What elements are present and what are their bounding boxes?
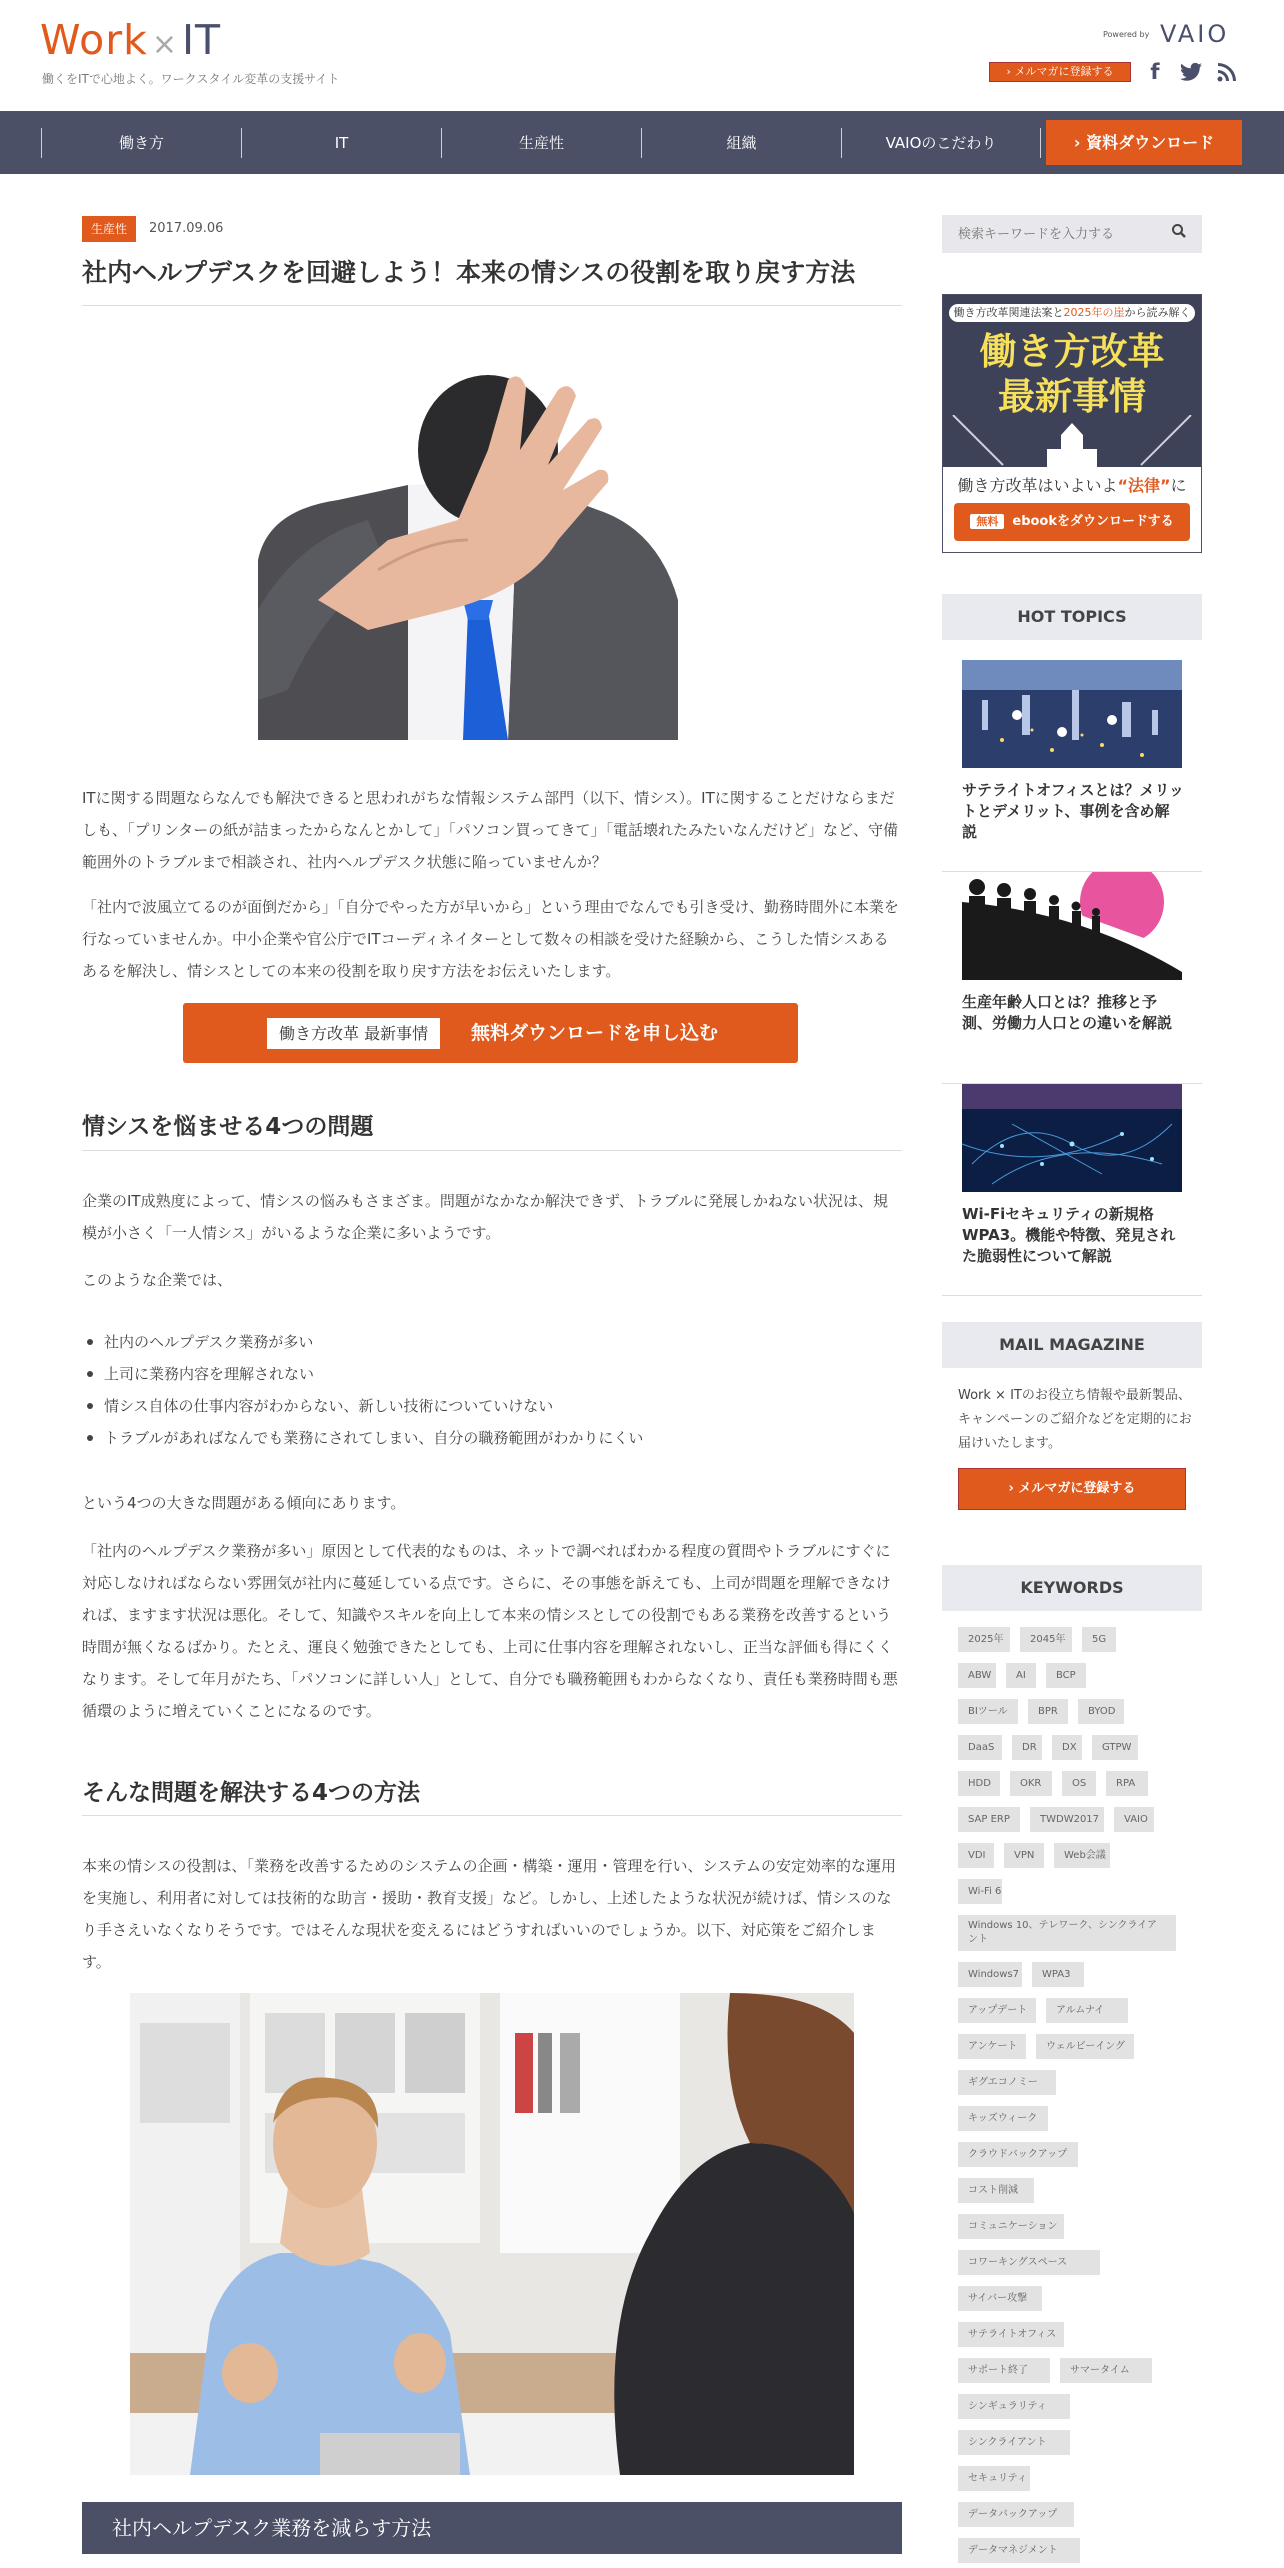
sidebar-mail-button[interactable]: › メルマガに登録する <box>958 1468 1186 1510</box>
banner-top <box>943 295 1201 467</box>
vaio-logo[interactable]: VAIO <box>1160 20 1230 48</box>
h2-divider <box>82 1150 902 1151</box>
hero-image <box>258 370 678 740</box>
keyword-tag[interactable]: Web会議 <box>1054 1843 1110 1868</box>
banner-sub-post: から読み解く <box>1124 306 1191 319</box>
keyword-tag[interactable]: BPR <box>1028 1699 1068 1724</box>
banner-mid-post: に <box>1170 476 1187 495</box>
post-date: 2017.09.06 <box>149 221 224 236</box>
keyword-tag[interactable]: クラウドバックアップ <box>958 2142 1078 2167</box>
keyword-tag[interactable]: アンケート <box>958 2034 1026 2059</box>
keyword-tag[interactable]: GTPW <box>1092 1735 1138 1760</box>
keywords-heading: KEYWORDS <box>942 1565 1202 1611</box>
rss-icon[interactable] <box>1216 60 1238 84</box>
header-mail-button[interactable]: › メルマガに登録する <box>989 62 1131 82</box>
problems-lead: このような企業では、 <box>82 1271 233 1289</box>
problems-summary: という4つの大きな問題がある傾向にあります。 <box>82 1494 406 1512</box>
banner-mid-em: “法律” <box>1117 476 1171 495</box>
list-item: 社内のヘルプデスク業務が多い <box>82 1326 902 1358</box>
list-item: 情シス自体の仕事内容がわからない、新しい技術についていけない <box>82 1390 902 1422</box>
topic-item[interactable] <box>942 1084 1202 1296</box>
keyword-tag[interactable]: サマータイム <box>1060 2358 1152 2383</box>
keyword-tag[interactable]: コミュニケーション <box>958 2214 1064 2239</box>
site-logo[interactable] <box>40 16 221 64</box>
keyword-tag[interactable]: 2045年 <box>1020 1627 1072 1652</box>
keyword-tag[interactable]: BCP <box>1046 1663 1086 1688</box>
keyword-tag[interactable]: Wi-Fi 6 <box>958 1879 1002 1904</box>
banner-download-button[interactable] <box>954 503 1190 541</box>
topic-title: サテライトオフィスとは？メリットとデメリット、事例を含め解説 <box>962 781 1184 841</box>
keyword-tag[interactable]: RPA <box>1106 1771 1148 1796</box>
nav-item-hatarakikata[interactable]: 働き方 <box>41 128 241 158</box>
solutions-paragraph: 本来の情シスの役割は、「業務を改善するためのシステムの企画・構築・運用・管理を行い、システムの安定効率的な運用を実施し、利用者に対しては技術的な助言・援助・教育支援」など。しかし、上述したような状況が続けば、情シスのなり手さえいなくなりそうです。ではそんな現状を変えるにはどうすればいいのでしょうか。以下、対応策をご紹介します。 <box>82 1857 897 1971</box>
banner-sub-em: 2025年の崖 <box>1063 306 1125 319</box>
keyword-tag[interactable]: DX <box>1052 1735 1082 1760</box>
section-bar-helpdesk: 社内ヘルプデスク業務を減らす方法 <box>82 2502 902 2554</box>
keyword-tag[interactable]: コスト削減 <box>958 2178 1034 2203</box>
banner-title-1: 働き方改革 <box>979 330 1165 373</box>
keyword-tag[interactable]: サポート終了 <box>958 2358 1050 2383</box>
search-box <box>942 215 1202 253</box>
hot-topics-heading: HOT TOPICS <box>942 594 1202 640</box>
keyword-tag[interactable]: VDI <box>958 1843 994 1868</box>
keyword-tag[interactable]: Windows7 <box>958 1962 1022 1987</box>
topic-title: Wi-Fiセキュリティの新規格WPA3。機能や特徴、発見された脆弱性について解説 <box>962 1205 1176 1265</box>
keyword-tag[interactable]: TWDW2017 <box>1030 1807 1104 1832</box>
keyword-tag[interactable]: シンクライアント <box>958 2430 1070 2455</box>
mail-magazine-text: Work × ITのお役立ち情報や最新製品、キャンペーンのご紹介などを定期的にお届けいたします。 <box>958 1388 1192 1451</box>
site-header <box>0 0 1284 111</box>
problem-list <box>82 1326 902 1454</box>
keyword-tag[interactable]: DaaS <box>958 1735 1002 1760</box>
logo-it: IT <box>181 16 222 64</box>
diet-building-icon <box>943 415 1201 467</box>
intro-paragraph-1: ITに関する問題ならなんでも解決できると思われがちな情報システム部門（以下、情シス）。ITに関することだけならまだしも、「プリンターの紙が詰まったからなんとかして」「パソコン買ってきて」「電話壊れたみたいなんだけど」など、守備範囲外のトラブルまで相談され、社内ヘルプデスク状態に陥っていませんか？ <box>82 789 899 871</box>
keyword-tag[interactable]: データマネジメント <box>958 2538 1080 2563</box>
site-tagline: 働くをITで心地よく。ワークスタイル変革の支援サイト <box>42 72 340 86</box>
keyword-tag[interactable]: WPA3 <box>1032 1962 1084 1987</box>
banner-title <box>943 329 1201 419</box>
twitter-icon[interactable] <box>1180 60 1202 84</box>
facebook-icon[interactable]: f <box>1150 60 1160 84</box>
search-icon[interactable] <box>1168 223 1190 245</box>
problems-paragraph: 企業のIT成熟度によって、情シスの悩みもさまざま。問題がなかなか解決できず、トラブルに発展しかねない状況は、規模が小さく「一人情シス」がいるような企業に多いようです。 <box>82 1192 889 1242</box>
banner-subtitle <box>949 304 1195 322</box>
ebook-banner[interactable] <box>942 294 1202 553</box>
keyword-tag[interactable]: ギグエコノミー <box>958 2070 1056 2095</box>
topic-item[interactable] <box>942 872 1202 1084</box>
keyword-tag[interactable]: 2025年 <box>958 1627 1010 1652</box>
keyword-tag[interactable]: DR <box>1012 1735 1042 1760</box>
office-image <box>130 1993 854 2475</box>
keyword-tag[interactable]: VAIO <box>1114 1807 1154 1832</box>
ebook-cta-button[interactable] <box>183 1003 798 1063</box>
powered-by: Powered by <box>1103 30 1150 39</box>
keyword-tag[interactable]: コワーキングスペース <box>958 2250 1100 2275</box>
keyword-tag[interactable]: アップデート <box>958 1998 1036 2023</box>
keyword-tag[interactable]: サテライトオフィス <box>958 2322 1064 2347</box>
keyword-tag[interactable]: Windows 10、テレワーク、シンクライアント <box>958 1915 1176 1951</box>
keyword-tag[interactable]: AI <box>1006 1663 1036 1688</box>
cta-badge: 働き方改革 最新事情 <box>267 1018 440 1049</box>
topic-title: 生産年齢人口とは？推移と予測、労働力人口との違いを解説 <box>962 993 1173 1032</box>
main-nav <box>0 111 1284 174</box>
article-title: 社内ヘルプデスクを回避しよう！本来の情シスの役割を取り戻す方法 <box>82 258 856 287</box>
logo-x: × <box>151 27 178 62</box>
keyword-tag[interactable]: OKR <box>1010 1771 1052 1796</box>
keyword-tag[interactable]: HDD <box>958 1771 1000 1796</box>
helpdesk-paragraph: 「社内のヘルプデスク業務が多い」原因として代表的なものは、ネットで調べればわかる程度の質問やトラブルにすぐに対応しなければならない雰囲気が社内に蔓延している点です。さらに、その事態を訴えても、上司が問題を理解できなければ、ますます状況は悪化。そして、知識やスキルを向上して本来の情シスとしての役割でもある業務を改善するという時間が無くなるばかり。たとえ、運良く勉強できたとしても、上司に仕事内容を理解されないし、正当な評価も得にくくなります。そして年月がたち、「パソコンに詳しい人」として、自分でも職務範囲もわからなくなり、責任も業務時間も悪循環のように増えていくことになるのです。 <box>82 1542 898 1720</box>
nav-item-productivity[interactable]: 生産性 <box>441 128 641 158</box>
banner-mid-pre: 働き方改革はいよいよ <box>957 476 1118 495</box>
banner-sub-pre: 働き方改革関連法案と <box>953 306 1064 319</box>
nav-download-button[interactable]: › 資料ダウンロード <box>1046 120 1242 165</box>
nav-item-vaio[interactable]: VAIOのこだわり <box>841 128 1041 158</box>
mail-magazine-heading: MAIL MAGAZINE <box>942 1322 1202 1368</box>
banner-btn-label: ebookをダウンロードする <box>1012 514 1174 529</box>
keyword-tag[interactable]: ウェルビーイング <box>1036 2034 1134 2059</box>
title-divider <box>82 305 902 306</box>
search-input[interactable] <box>942 215 1162 253</box>
keyword-tag[interactable]: アルムナイ <box>1046 1998 1128 2023</box>
nav-item-organization[interactable]: 組織 <box>641 128 841 158</box>
intro-paragraph-2: 「社内で波風立てるのが面倒だから」「自分でやった方が早いから」という理由でなんでも引き受け、勤務時間外に本業を行なっていませんか。中小企業や官公庁でITコーディネイターとして数々の相談を受けた経験から、こうした情シスあるあるを解決し、情シスとしての本来の役割を取り戻す方法をお伝えいたします。 <box>82 898 899 980</box>
banner-tagline <box>943 473 1201 496</box>
logo-work: Work <box>40 16 148 64</box>
section-heading-problems: 情シスを悩ませる4つの問題 <box>82 1114 374 1140</box>
keyword-tag[interactable]: VPN <box>1004 1843 1044 1868</box>
topic-image-satellite <box>962 660 1182 768</box>
list-item: 上司に業務内容を理解されない <box>82 1358 902 1390</box>
keyword-tag[interactable]: キッズウィーク <box>958 2106 1048 2131</box>
h2-divider <box>82 1815 902 1816</box>
keyword-tag[interactable]: BIツール <box>958 1699 1018 1724</box>
keyword-tag[interactable]: セキュリティ <box>958 2466 1030 2491</box>
keyword-tag[interactable]: 5G <box>1082 1627 1116 1652</box>
cta-label: 無料ダウンロードを申し込む <box>471 1022 719 1044</box>
keyword-tag[interactable]: データバックアップ <box>958 2502 1074 2527</box>
topic-item[interactable] <box>942 660 1202 872</box>
keyword-tag[interactable]: シンギュラリティ <box>958 2394 1070 2419</box>
banner-title-2: 最新事情 <box>998 375 1146 418</box>
nav-item-it[interactable]: IT <box>241 128 441 158</box>
keyword-tag[interactable]: ABW <box>958 1663 996 1688</box>
section-heading-solutions: そんな問題を解決する4つの方法 <box>82 1780 421 1806</box>
keyword-tag[interactable]: サイバー攻撃 <box>958 2286 1042 2311</box>
topic-image-wifi <box>962 1084 1182 1192</box>
keyword-tag[interactable]: SAP ERP <box>958 1807 1020 1832</box>
keyword-tag[interactable]: BYOD <box>1078 1699 1124 1724</box>
keyword-tag[interactable]: OS <box>1062 1771 1096 1796</box>
category-tag[interactable]: 生産性 <box>82 216 136 242</box>
list-item: トラブルがあればなんでも業務にされてしまい、自分の職務範囲がわかりにくい <box>82 1422 902 1454</box>
free-badge: 無料 <box>970 514 1004 529</box>
topic-image-population <box>962 872 1182 980</box>
